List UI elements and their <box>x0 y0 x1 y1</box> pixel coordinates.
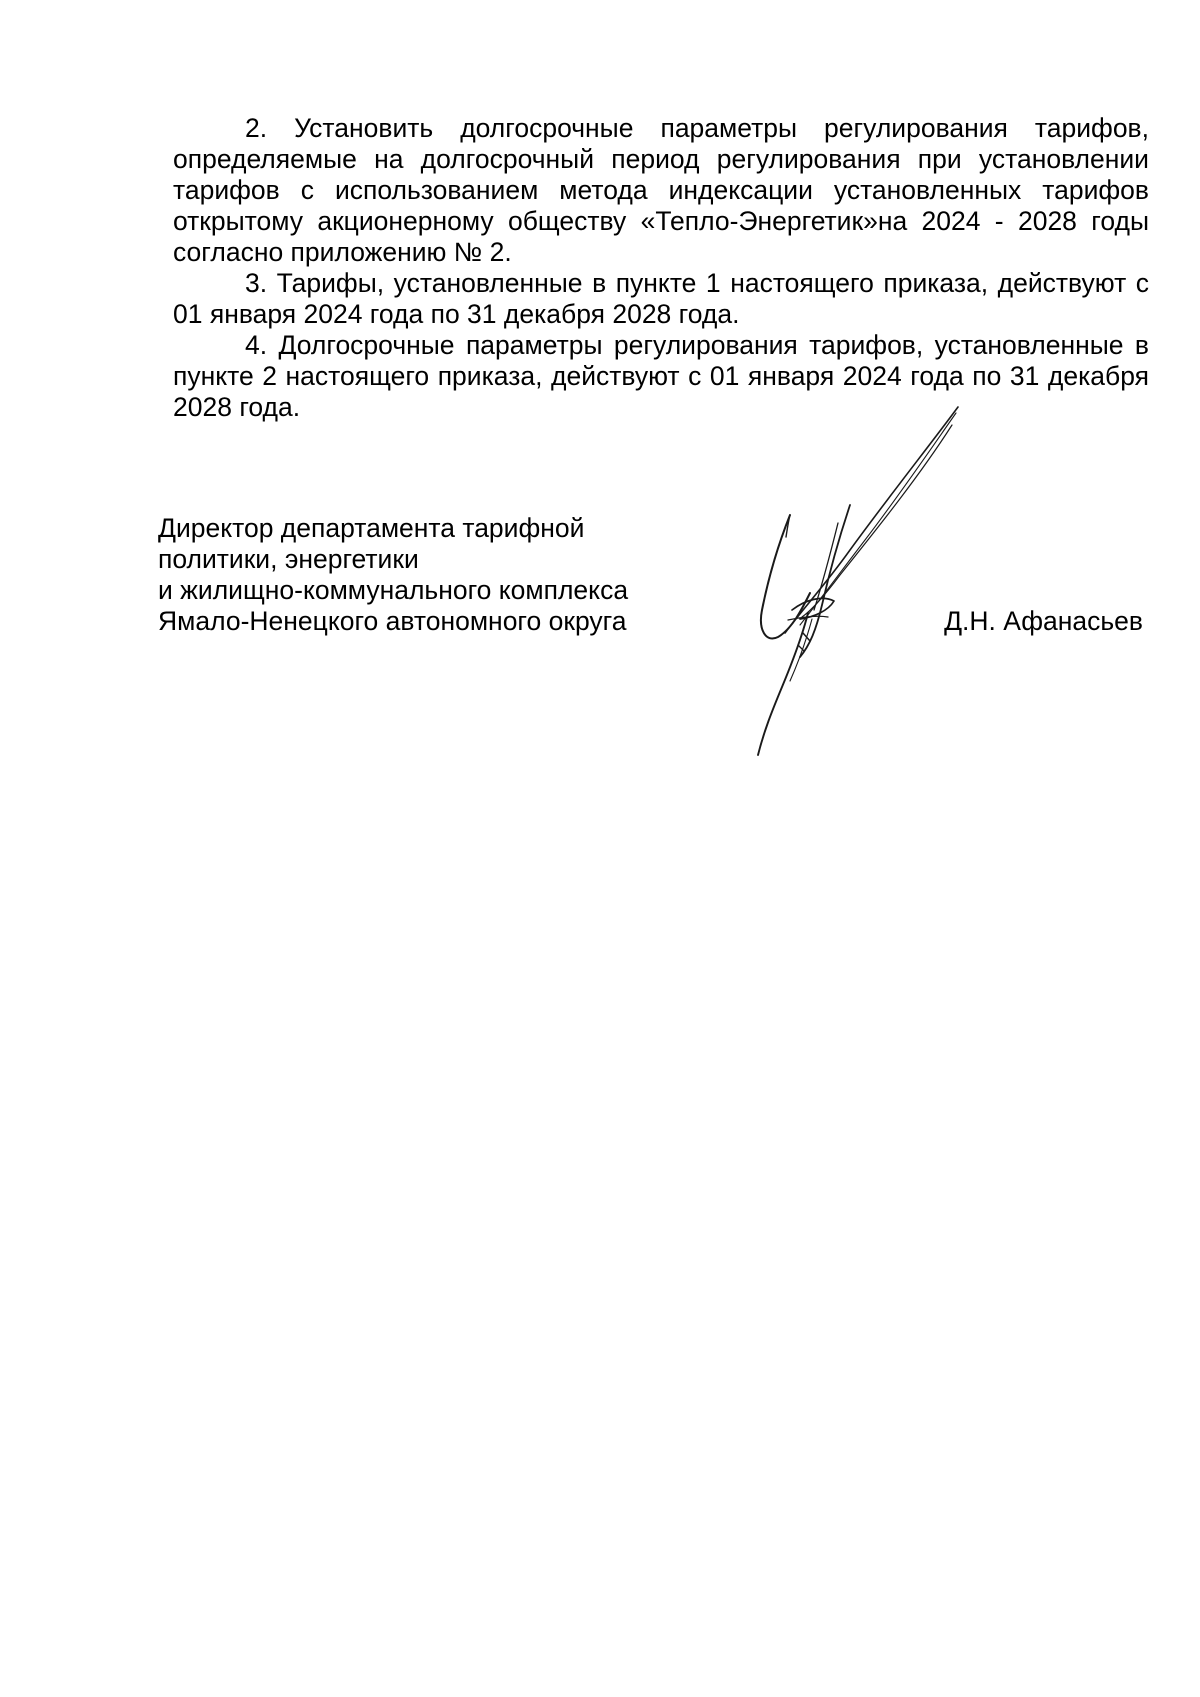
paragraph-2: 2. Установить долгосрочные параметры регулирования тарифов, определяемые на долгосрочный период регулирования при установлении тарифов с использованием метода индексации установленных тарифов открытому акционерному обществу «Тепло-Энергетик»на 2024 - 2028 годы согласно приложению № 2. <box>173 113 1149 267</box>
paragraph-3: 3. Тарифы, установленные в пункте 1 настоящего приказа, действуют с 01 января 2024 года по 31 декабря 2028 года. <box>173 268 1149 329</box>
signer-name: Д.Н. Афанасьев <box>944 606 1143 636</box>
handwritten-signature <box>730 405 970 760</box>
order-body-text <box>173 113 1149 423</box>
signer-title-line-2: политики, энергетики <box>158 544 419 574</box>
paragraph-4: 4. Долгосрочные параметры регулирования тарифов, установленные в пункте 2 настоящего приказа, действуют с 01 января 2024 года по 31 декабря 2028 года. <box>173 330 1149 422</box>
signer-title-line-4: Ямало-Ненецкого автономного округа <box>158 606 627 636</box>
signer-title-line-1: Директор департамента тарифной <box>158 513 585 543</box>
signer-name-row <box>158 606 1143 637</box>
signature-block <box>158 513 1158 637</box>
signer-title-line-3: и жилищно-коммунального комплекса <box>158 575 629 605</box>
